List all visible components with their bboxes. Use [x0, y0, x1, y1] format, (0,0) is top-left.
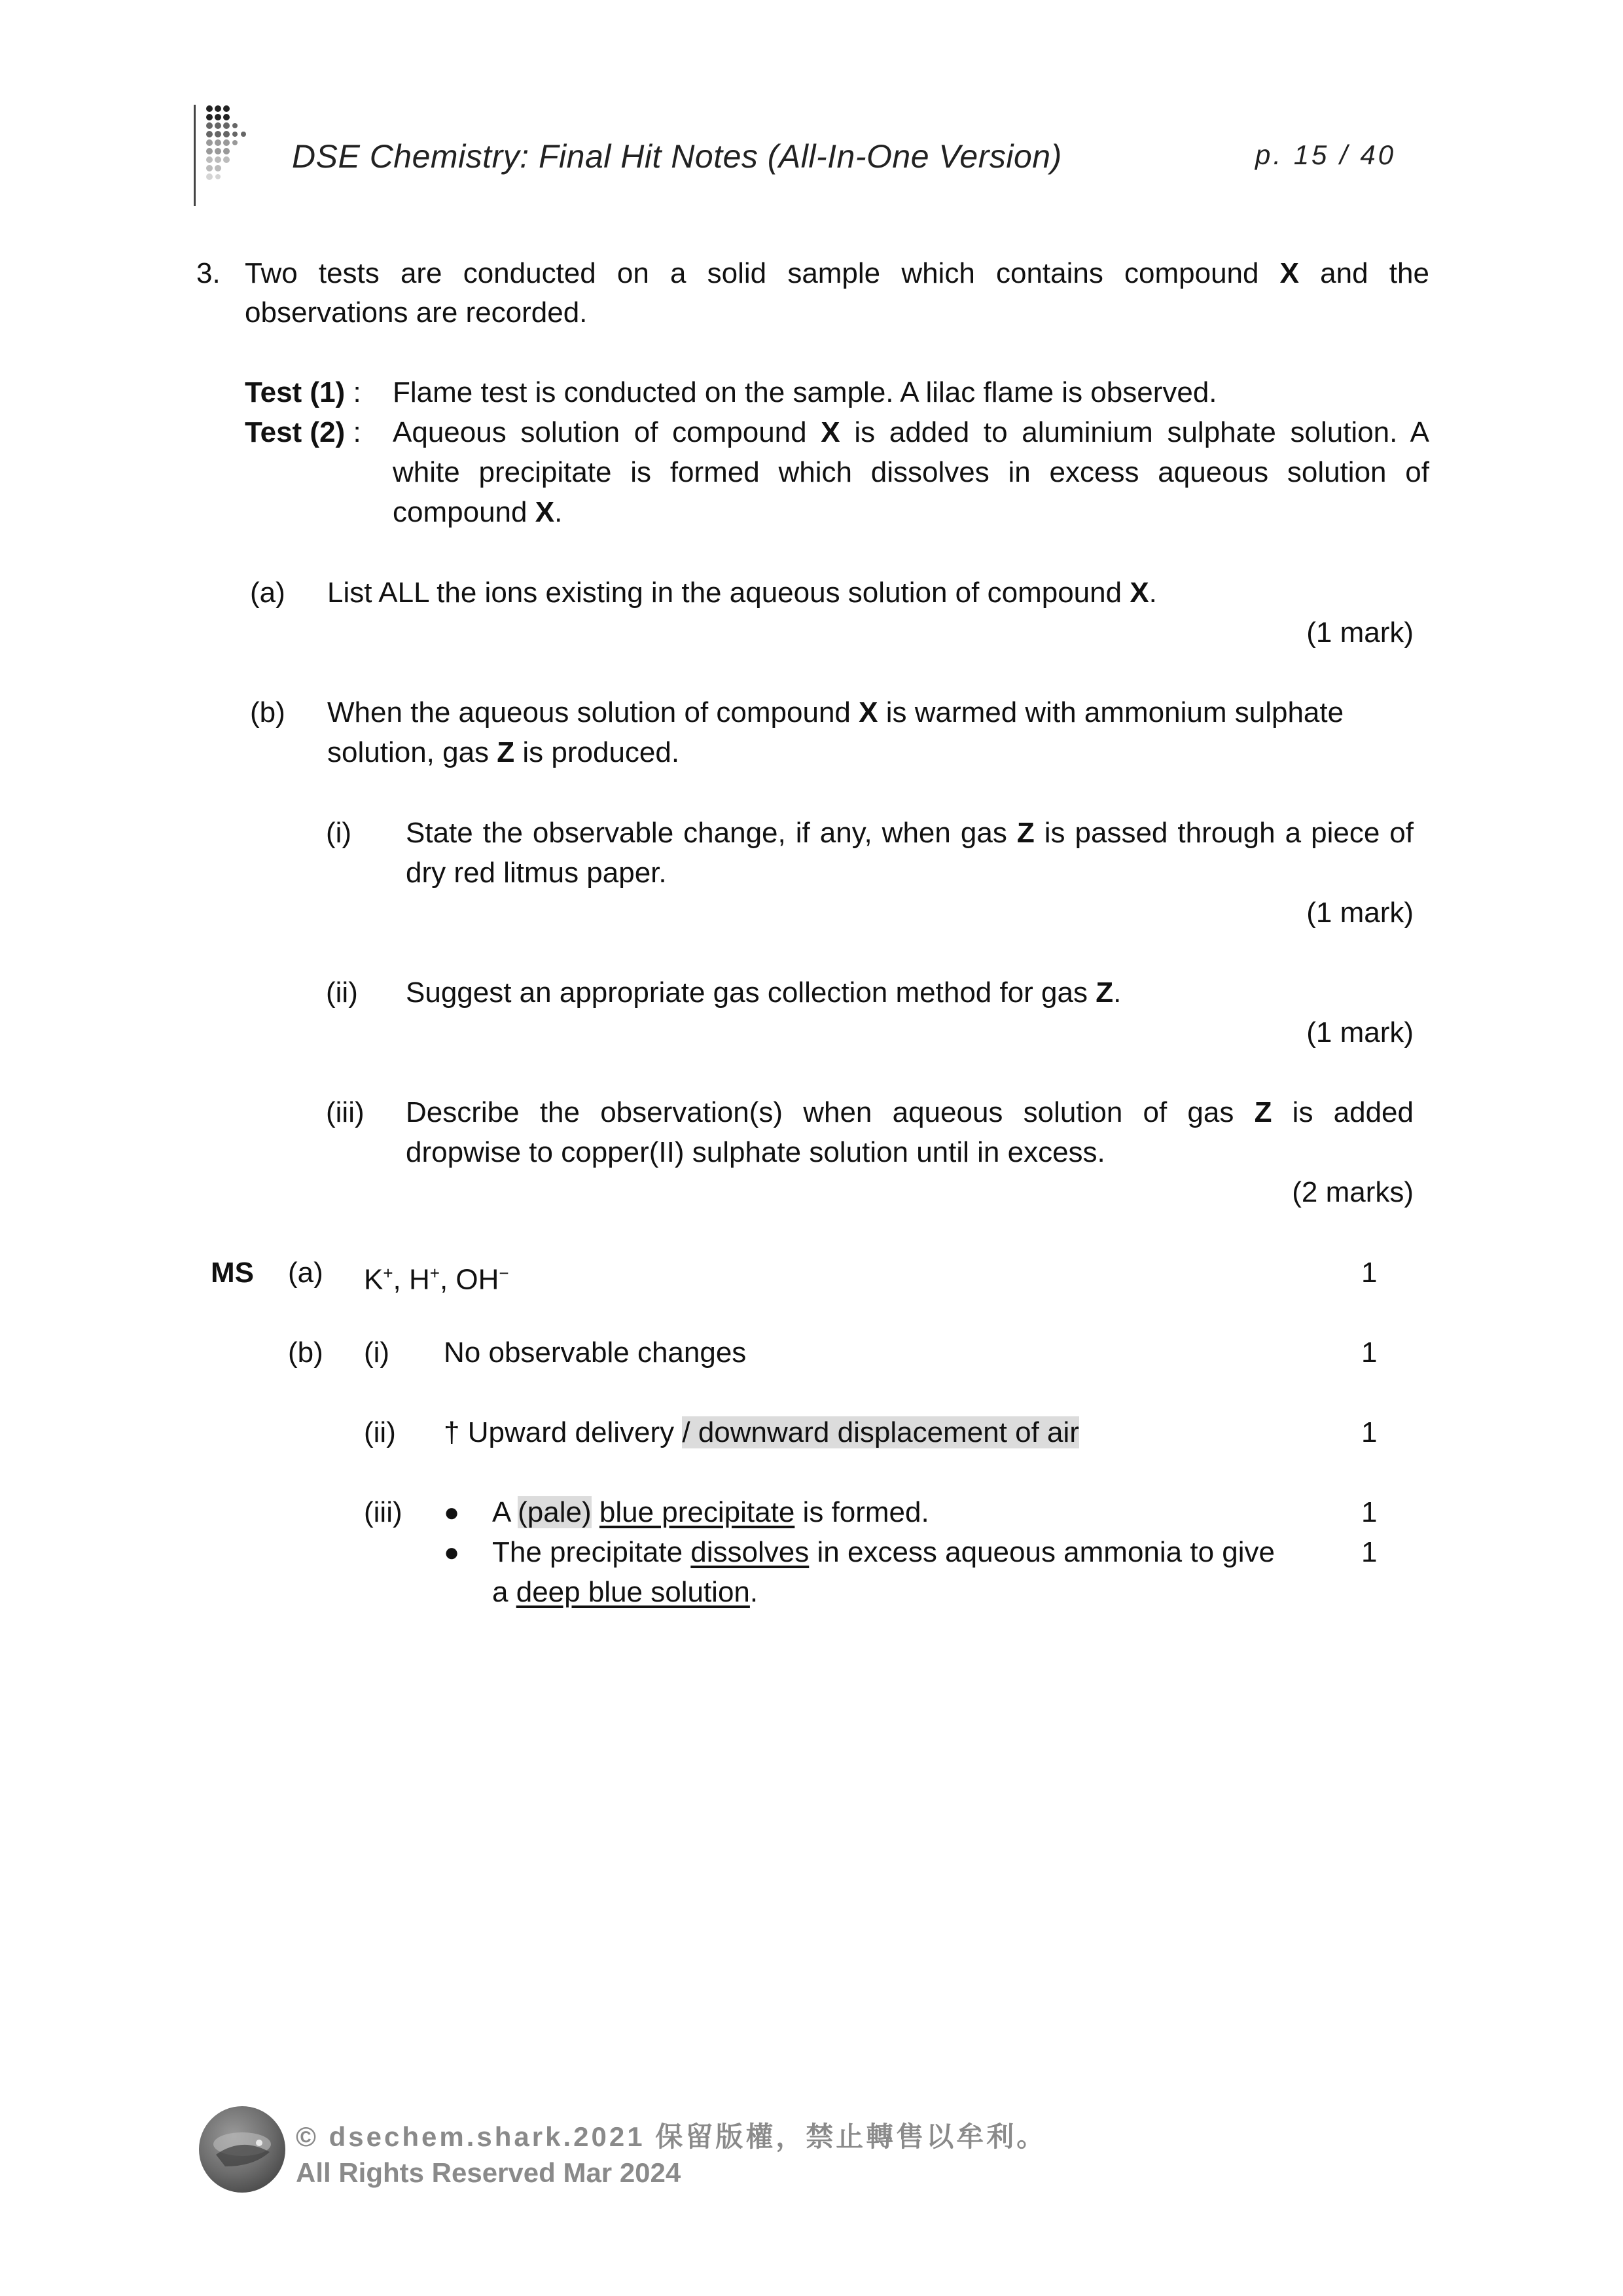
ms-biii-point2-line2: a deep blue solution.: [492, 1576, 758, 1608]
part-bi-line2: dry red litmus paper.: [406, 857, 667, 889]
ms-biii-point2-line1: The precipitate dissolves in excess aqueous ammonia to give: [492, 1536, 1275, 1568]
header-logo-dots-icon: [204, 103, 263, 195]
part-bi-line1: State the observable change, if any, when gas Z is passed through a piece of: [406, 817, 1414, 849]
part-biii-label: (iii): [326, 1096, 365, 1128]
ms-biii-point1: A (pale) blue precipitate is formed.: [492, 1496, 929, 1528]
ms-bii-mark: 1: [1361, 1416, 1378, 1448]
ms-bi-mark: 1: [1361, 1336, 1378, 1369]
bullet-icon: ●: [444, 1498, 460, 1527]
part-a-text: List ALL the ions existing in the aqueous solution of compound X.: [327, 577, 1157, 609]
part-b-label: (b): [250, 696, 285, 728]
ms-bii-alt-highlight: / downward displacement of air: [682, 1416, 1079, 1448]
test2-line2: white precipitate is formed which dissolves in excess aqueous solution of: [393, 456, 1429, 488]
ms-a-label: (a): [288, 1257, 323, 1289]
header-rule: [194, 105, 196, 206]
part-biii-line1: Describe the observation(s) when aqueous solution of gas Z is added: [406, 1096, 1414, 1128]
footer-rights: All Rights Reserved Mar 2024: [296, 2157, 681, 2188]
question-number: 3.: [196, 257, 221, 289]
footer-copyright: © dsechem.shark.2021 保留版權，禁止轉售以牟利。: [296, 2121, 1047, 2152]
ms-bii-label: (ii): [364, 1416, 396, 1448]
part-bii-text: Suggest an appropriate gas collection method for gas Z.: [406, 977, 1122, 1009]
part-b-line1: When the aqueous solution of compound X is warmed with ammonium sulphate: [327, 696, 1344, 728]
part-biii-marks: (2 marks): [1292, 1176, 1414, 1208]
ms-bi-label: (i): [364, 1336, 390, 1369]
test1-text: Flame test is conducted on the sample. A lilac flame is observed.: [393, 376, 1217, 408]
test1-label: Test (1) :: [245, 376, 361, 408]
part-b-line2: solution, gas Z is produced.: [327, 736, 680, 768]
part-a-marks: (1 mark): [1306, 617, 1414, 649]
page-number: p. 15 / 40: [1255, 139, 1397, 170]
ms-biii-point1-mark: 1: [1361, 1496, 1378, 1528]
page-header-title: DSE Chemistry: Final Hit Notes (All-In-One Version): [292, 138, 1062, 175]
ms-b-label: (b): [288, 1336, 323, 1369]
ms-biii-label: (iii): [364, 1496, 402, 1528]
question-intro-line2: observations are recorded.: [245, 296, 588, 329]
part-bi-label: (i): [326, 817, 352, 849]
ms-biii-point2-mark: 1: [1361, 1536, 1378, 1568]
ms-a-answer: K+, H+, OH−: [364, 1263, 509, 1296]
part-bi-marks: (1 mark): [1306, 897, 1414, 929]
ms-a-mark: 1: [1361, 1257, 1378, 1289]
test2-line3: compound X.: [393, 496, 563, 528]
question-intro-line1: Two tests are conducted on a solid sample which contains compound X and the: [245, 257, 1429, 289]
bullet-icon: ●: [444, 1538, 460, 1567]
part-biii-line2: dropwise to copper(II) sulphate solution until in excess.: [406, 1136, 1105, 1168]
shark-avatar-icon: [196, 2104, 288, 2195]
part-bii-label: (ii): [326, 977, 358, 1009]
part-a-label: (a): [250, 577, 285, 609]
ms-label: MS: [211, 1257, 254, 1289]
ms-bi-answer: No observable changes: [444, 1336, 747, 1369]
test2-label: Test (2) :: [245, 416, 361, 448]
ms-bii-answer: † Upward delivery / downward displacement of air: [444, 1416, 1079, 1448]
part-bii-marks: (1 mark): [1306, 1016, 1414, 1049]
test2-line1: Aqueous solution of compound X is added to aluminium sulphate solution. A: [393, 416, 1429, 448]
